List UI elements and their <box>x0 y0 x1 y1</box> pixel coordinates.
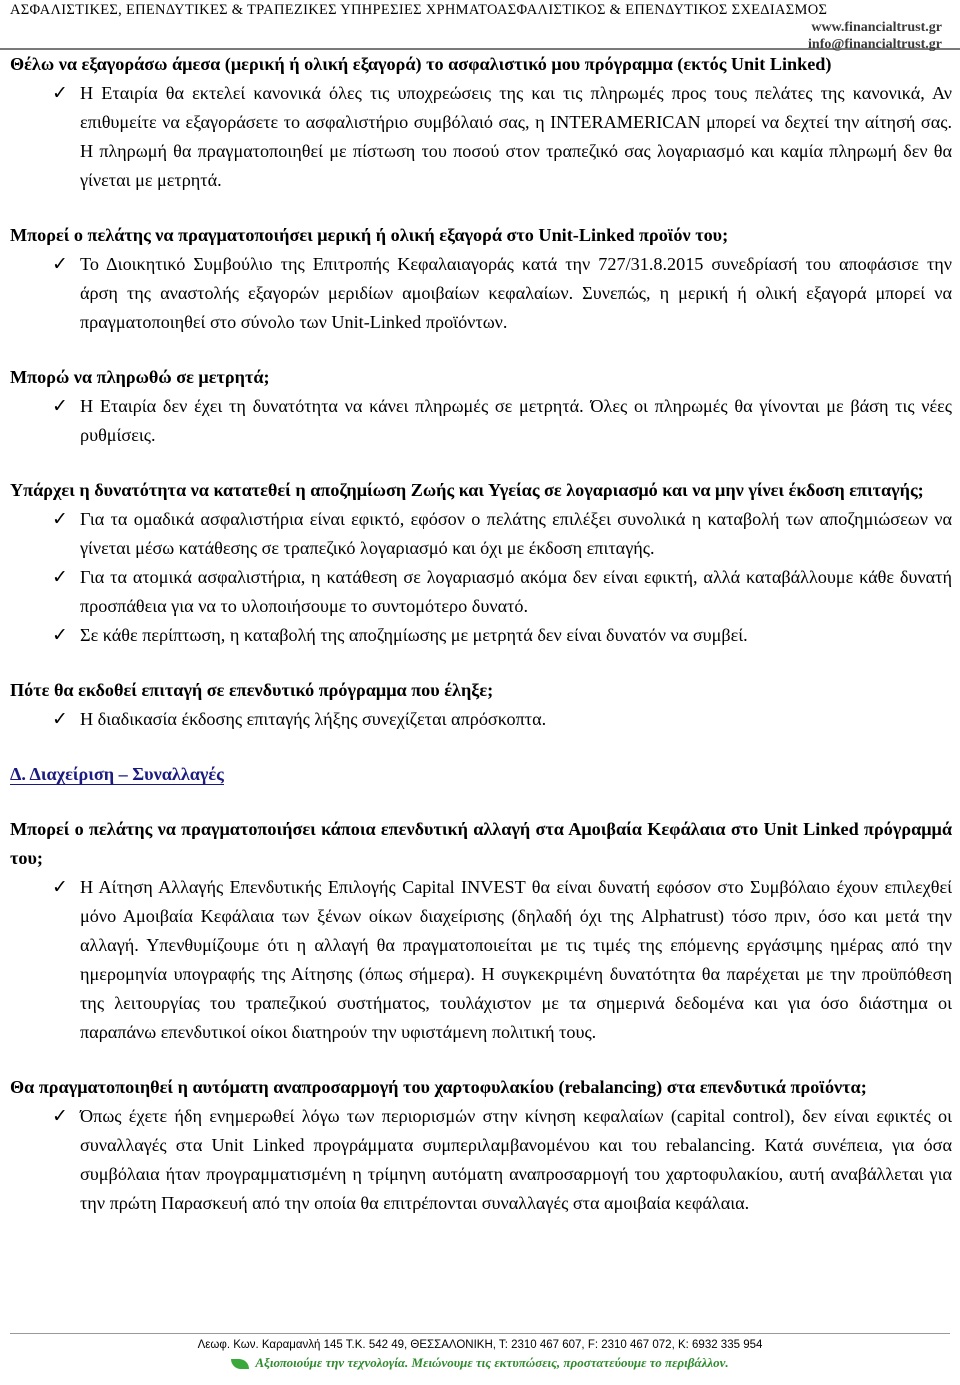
check-icon: ✓ <box>52 395 68 417</box>
question-heading: Μπορεί ο πελάτης να πραγματοποιήσει κάποια επενδυτική αλλαγή στα Αμοιβαία Κεφάλαια στο Unit Linked πρόγραμμά του; <box>10 819 952 868</box>
spacer <box>10 450 952 476</box>
question-heading: Θέλω να εξαγοράσω άμεσα (μερική ή ολική εξαγορά) το ασφαλιστικό μου πρόγραμμα (εκτός Unit Linked) <box>10 54 832 74</box>
check-icon: ✓ <box>52 508 68 530</box>
spacer <box>10 734 952 760</box>
answer-item <box>10 705 952 734</box>
check-icon: ✓ <box>52 1105 68 1127</box>
section-title-text: Δ. Διαχείριση – Συναλλαγές <box>10 764 224 784</box>
check-icon: ✓ <box>52 82 68 104</box>
check-icon: ✓ <box>52 624 68 646</box>
question-heading: Υπάρχει η δυνατότητα να κατατεθεί η αποζημίωση Ζωής και Υγείας σε λογαριασμό και να μην γίνει έκδοση επιταγής; <box>10 480 924 500</box>
answer-text: Η Εταιρία θα εκτελεί κανονικά όλες τις υποχρεώσεις της και τις πληρωμές προς τους πελάτες της κανονικά, Αν επιθυμείτε να εξαγοράσετε το ασφαλιστήριο συμβόλαιό σας, η INTERAMERICAN μπορεί να δεχτεί την αίτησή σας. Η πληρωμή θα πραγματοποιηθεί με πίστωση του ποσού στον τραπεζικό σας λογαριασμό και καμία πληρωμή δεν θα γίνεται με μετρητά. <box>80 83 952 190</box>
answer-item <box>10 563 952 621</box>
check-icon: ✓ <box>52 566 68 588</box>
question-heading: Μπορεί ο πελάτης να πραγματοποιήσει μερική ή ολική εξαγορά στο Unit-Linked προϊόν του; <box>10 225 729 245</box>
question-heading: Θα πραγματοποιηθεί η αυτόματη αναπροσαρμογή του χαρτοφυλακίου (rebalancing) στα επενδυτικά προϊόντα; <box>10 1077 867 1097</box>
answer-item <box>10 873 952 1047</box>
answer-item <box>10 1102 952 1218</box>
answer-text: Σε κάθε περίπτωση, η καταβολή της αποζημίωσης με μετρητά δεν είναι δυνατόν να συμβεί. <box>80 625 748 645</box>
spacer <box>10 195 952 221</box>
question-heading: Μπορώ να πληρωθώ σε μετρητά; <box>10 367 270 387</box>
footer-divider <box>10 1333 950 1334</box>
check-icon: ✓ <box>52 708 68 730</box>
footer-address: Λεωφ. Κων. Καραμανλή 145 Τ.Κ. 542 49, ΘΕΣΣΑΛΟΝΙΚΗ, Τ: 2310 467 607, F: 2310 467 072, K: 6932 335 954 <box>197 1339 763 1351</box>
answer-text: Η διαδικασία έκδοσης επιταγής λήξης συνεχίζεται απρόσκοπτα. <box>80 709 547 729</box>
header-website[interactable]: www.financialtrust.gr <box>811 20 942 35</box>
answer-text: Για τα ομαδικά ασφαλιστήρια είναι εφικτό, εφόσον ο πελάτης επιλέξει συνολικά η καταβολή των αποζημιώσεων να γίνεται μέσω κατάθεσης σε τραπεζικό λογαριασμό και όχι με έκδοση επιταγής. <box>80 509 952 558</box>
answer-text: Η Αίτηση Αλλαγής Επενδυτικής Επιλογής Capital INVEST θα είναι δυνατή εφόσον στο Συμβόλαιο έχουν επιλεχθεί μόνο Αμοιβαία Κεφάλαια των ξένων οίκων διαχείρισης (δηλαδή όχι της Alphatrust) τόσο πριν, όσο και μετά την αλλαγή. Υπενθυμίζουμε ότι η αλλαγή θα πραγματοποιείται με τις τιμές της επόμενης εργάσιμης ημέρας από την ημερομηνία υπογραφής της Αίτησης (όπως σήμερα). Η συγκεκριμένη δυνατότητα θα παρέχεται με την προϋπόθεση της λειτουργίας του τραπεζικού συστήματος, τουλάχιστον με τα σημερινά δεδομένα και για όσο διάστημα οι παραπάνω επενδυτικοί οίκοι διατηρούν την υφιστάμενη πολιτική τους. <box>80 877 952 1042</box>
leaf-icon <box>231 1359 249 1369</box>
header-services: ΑΣΦΑΛΙΣΤΙΚΕΣ, ΕΠΕΝΔΥΤΙΚΕΣ & ΤΡΑΠΕΖΙΚΕΣ ΥΠΗΡΕΣΙΕΣ ΧΡΗΜΑΤΟΑΣΦΑΛΙΣΤΙΚΟΣ & ΕΠΕΝΔΥΤΙΚΟΣ ΣΧΕΔΙΑΣΜΟΣ <box>10 2 828 18</box>
section-title <box>10 760 952 789</box>
page-footer <box>0 1333 960 1385</box>
answer-text: Το Διοικητικό Συμβούλιο της Επιτροπής Κεφαλαιαγοράς κατά την 727/31.8.2015 συνεδρίασή του αποφάσισε την άρση της αναστολής εξαγορών μεριδίων αμοιβαίων κεφαλαίων. Συνεπώς, η μερική ή ολική εξαγορά μπορεί να πραγματοποιηθεί στο σύνολο των Unit-Linked προϊόντων. <box>80 254 952 332</box>
spacer <box>10 789 952 815</box>
answer-item <box>10 79 952 195</box>
spacer <box>10 337 952 363</box>
document-body <box>0 50 960 1218</box>
footer-tagline: Αξιοποιούμε την τεχνολογία. Μειώνουμε τις εκτυπώσεις, προστατεύουμε το περιβάλλον. <box>255 1355 729 1370</box>
answer-item <box>10 621 952 650</box>
check-icon: ✓ <box>52 876 68 898</box>
answer-item <box>10 250 952 337</box>
spacer <box>10 1047 952 1073</box>
footer-eco-message <box>0 1355 960 1371</box>
answer-text: Όπως έχετε ήδη ενημερωθεί λόγω των περιορισμών στην κίνηση κεφαλαίων (capital control), δεν είναι εφικτές οι συναλλαγές στα Unit Linked προγράμματα συμπεριλαμβανομένου και του rebalancing. Κατά συνέπεια, για όσα συμβόλαια ήταν προγραμματισμένη η τρίμηνη αυτόματη αναπροσαρμογή του χαρτοφυλακίου, αυτή αναβάλλεται για την πρώτη Παρασκευή από την οποία θα επιτρέπονται συναλλαγές στα αμοιβαία κεφάλαια. <box>80 1106 952 1213</box>
page-header <box>0 0 960 50</box>
spacer <box>10 650 952 676</box>
question-heading: Πότε θα εκδοθεί επιταγή σε επενδυτικό πρόγραμμα που έληξε; <box>10 680 494 700</box>
answer-item <box>10 392 952 450</box>
answer-item <box>10 505 952 563</box>
answer-text: Η Εταιρία δεν έχει τη δυνατότητα να κάνει πληρωμές σε μετρητά. Όλες οι πληρωμές θα γίνονται με βάση τις νέες ρυθμίσεις. <box>80 396 952 445</box>
header-email[interactable]: info@financialtrust.gr <box>808 37 942 52</box>
check-icon: ✓ <box>52 253 68 275</box>
answer-text: Για τα ατομικά ασφαλιστήρια, η κατάθεση σε λογαριασμό ακόμα δεν είναι εφικτή, αλλά καταβάλλουμε κάθε δυνατή προσπάθεια για να το υλοποιήσουμε το συντομότερο δυνατό. <box>80 567 952 616</box>
